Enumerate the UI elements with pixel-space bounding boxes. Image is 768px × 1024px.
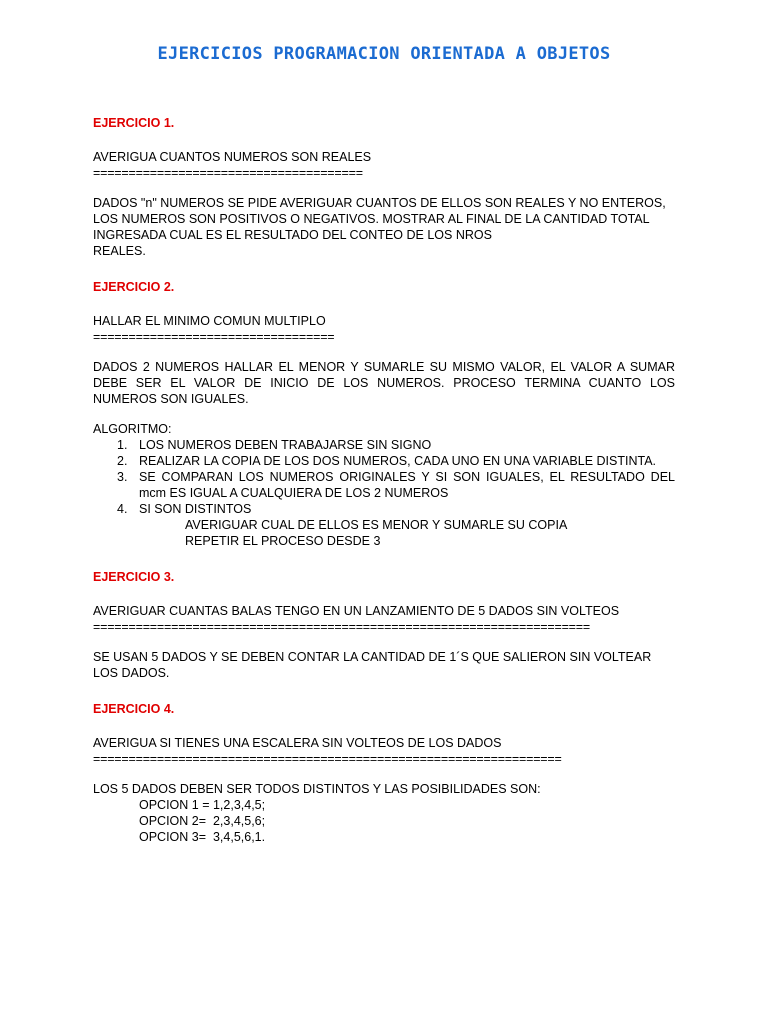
exercise-4-heading: AVERIGUA SI TIENES UNA ESCALERA SIN VOLTEOS DE LOS DADOS [93,736,502,750]
exercise-1 [93,115,675,259]
exercise-1-body-end: REALES. [93,244,146,258]
exercise-2 [93,279,675,549]
exercise-3 [93,569,675,681]
step-text: SI SON DISTINTOS [139,502,252,516]
exercise-2-heading: HALLAR EL MINIMO COMUN MULTIPLO [93,314,326,328]
exercise-3-body: SE USAN 5 DADOS Y SE DEBEN CONTAR LA CANTIDAD DE 1´S QUE SALIERON SIN VOLTEAR LOS DADOS. [93,650,652,680]
exercise-1-heading: AVERIGUA CUANTOS NUMEROS SON REALES [93,150,372,164]
algorithm-substep: AVERIGUAR CUAL DE ELLOS ES MENOR Y SUMARLE SU COPIA [185,518,568,532]
exercise-3-separator: ====================================================================== [93,620,590,634]
option-item: OPCION 3= 3,4,5,6,1. [139,830,266,844]
page-title: EJERCICIOS PROGRAMACION ORIENTADA A OBJETOS [157,44,611,64]
exercise-4-label: EJERCICIO 4. [93,702,175,716]
exercise-1-body: DADOS "n" NUMEROS SE PIDE AVERIGUAR CUANTOS DE ELLOS SON REALES Y NO ENTEROS, LOS NUMEROS SON POSITIVOS O NEGATIVOS. MOSTRAR AL FINAL DE LA CANTIDAD TOTAL INGRESADA CUAL ES EL RESULTADO DEL CONTEO DE LOS NROS [93,196,666,242]
step-number: 3. [117,470,128,484]
step-text: REALIZAR LA COPIA DE LOS DOS NUMEROS, CADA UNO EN UNA VARIABLE DISTINTA. [139,454,657,468]
exercise-4 [93,701,675,845]
exercise-3-label: EJERCICIO 3. [93,570,175,584]
algorithm-step [93,437,675,453]
step-number: 4. [117,502,128,516]
option-item: OPCION 1 = 1,2,3,4,5; [139,798,266,812]
step-text: LOS NUMEROS DEBEN TRABAJARSE SIN SIGNO [139,438,432,452]
step-number: 2. [117,454,128,468]
exercise-2-label: EJERCICIO 2. [93,280,175,294]
algorithm-step [93,469,675,501]
exercise-2-separator: ================================== [93,330,335,344]
document-body [93,115,675,845]
exercise-1-label: EJERCICIO 1. [93,116,175,130]
option-item: OPCION 2= 2,3,4,5,6; [139,814,266,828]
step-text: SE COMPARAN LOS NUMEROS ORIGINALES Y SI SON IGUALES, EL RESULTADO DEL mcm ES IGUAL A CUALQUIERA DE LOS 2 NUMEROS [139,470,675,500]
algorithm-steps [93,437,675,517]
exercise-2-body: DADOS 2 NUMEROS HALLAR EL MENOR Y SUMARLE SU MISMO VALOR, EL VALOR A SUMAR DEBE SER EL VALOR DE INICIO DE LOS NUMEROS. PROCESO TERMINA CUANTO LOS NUMEROS SON IGUALES. [93,360,675,406]
exercise-1-separator: ====================================== [93,166,363,180]
step-number: 1. [117,438,128,452]
exercise-4-separator: ================================================================== [93,752,562,766]
algorithm-label: ALGORITMO: [93,422,172,436]
algorithm-step [93,501,675,517]
exercise-3-heading: AVERIGUAR CUANTAS BALAS TENGO EN UN LANZAMIENTO DE 5 DADOS SIN VOLTEOS [93,604,620,618]
algorithm-substep: REPETIR EL PROCESO DESDE 3 [185,534,381,548]
algorithm-step [93,453,675,469]
exercise-4-body: LOS 5 DADOS DEBEN SER TODOS DISTINTOS Y LAS POSIBILIDADES SON: [93,782,541,796]
